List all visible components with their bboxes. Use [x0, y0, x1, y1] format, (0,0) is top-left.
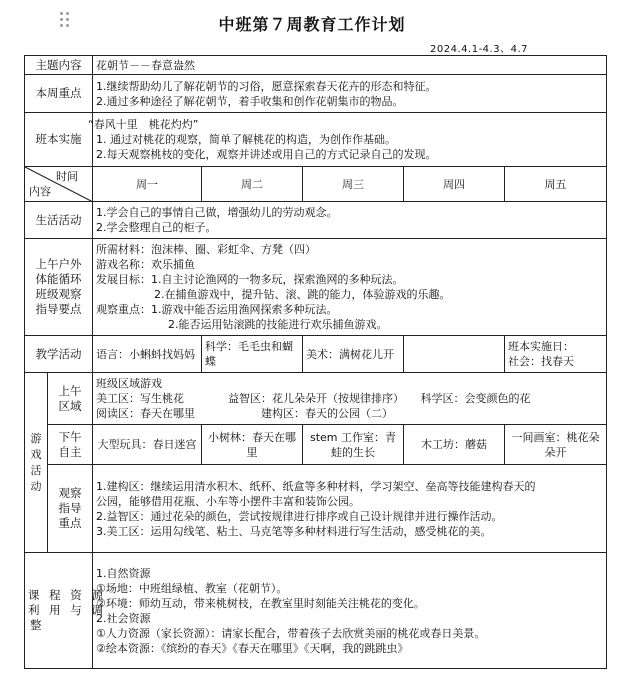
resources-content — [93, 553, 607, 669]
afternoon-thu: 木工坊：蘑菇 — [404, 425, 505, 465]
observation-label-line: 指导 — [58, 501, 82, 515]
afternoon-mon: 大型玩具：春日迷宫 — [93, 425, 202, 465]
observation-label — [48, 465, 93, 553]
theme-row — [25, 56, 607, 75]
outdoor-line: 发展目标：1.自主讨论渔网的一物多玩，探索渔网的多种玩法。 — [96, 273, 404, 286]
morning-area-label-line: 区域 — [58, 398, 82, 413]
outdoor-label-line: 体能循环 — [35, 272, 82, 286]
morning-area-label-line: 上午 — [58, 383, 82, 398]
teaching-fri-line: 社会：找春天 — [508, 355, 574, 368]
observation-line: 1.建构区：继续运用清水积木、纸杯、纸盒等多种材料，学习架空、垒高等技能建构春天的 — [96, 479, 536, 493]
life-activity-line: 2.学会整理自己的柜子。 — [96, 221, 217, 234]
life-activity-line: 1.学会自己的事情自己做，增强幼儿的劳动观念。 — [96, 206, 338, 219]
life-activity-content — [93, 202, 607, 239]
teaching-fri-line: 班本实施日： — [508, 340, 574, 353]
weekly-focus-row — [25, 75, 607, 113]
resources-label-line: 整 — [30, 618, 45, 632]
weekly-focus-line: 1.继续帮助幼儿了解花朝节的习俗，愿意探索春天花卉的形态和特征。 — [96, 79, 437, 93]
plan-table — [24, 55, 607, 669]
games-label — [25, 373, 48, 553]
outdoor-label-line: 指导要点 — [35, 302, 82, 316]
teaching-tue: 科学：毛毛虫和蝴蝶 — [202, 336, 303, 373]
games-label-text: 游戏活动 — [30, 431, 42, 493]
afternoon-row — [25, 425, 607, 465]
observation-label-line: 观察 — [58, 486, 82, 500]
outdoor-line: 2.能否运用钻滚跳的技能进行欢乐捕鱼游戏。 — [168, 318, 388, 331]
observation-line: 公园，能够借用花瓶、小车等小摆件丰富和装饰公园。 — [96, 494, 360, 508]
weekly-focus-line: 2.通过多种途径了解花朝节，着手收集和创作花朝集市的物品。 — [96, 94, 404, 108]
class-practice-line: 1. 通过对桃花的观察，简单了解桃花的构造，为创作作基础。 — [96, 133, 396, 146]
day-header-wed: 周三 — [303, 167, 404, 202]
class-practice-row — [25, 113, 607, 167]
morning-area-row — [25, 373, 607, 425]
afternoon-label — [48, 425, 93, 465]
afternoon-wed: stem 工作室：青蛙的生长 — [303, 425, 404, 465]
morning-area-label — [48, 373, 93, 425]
resources-line: 1.自然资源 — [96, 566, 151, 580]
outdoor-line: 所需材料：泡沫棒、圈、彩虹伞、方凳（四） — [96, 243, 316, 256]
resources-label — [25, 553, 106, 669]
content-header-label: 内容 — [29, 185, 51, 198]
class-practice-line: “春风十里 桃花灼灼” — [88, 118, 199, 131]
page-title: 中班第７周教育工作计划 — [218, 15, 406, 34]
outdoor-label — [25, 239, 93, 336]
teaching-thu — [404, 336, 505, 373]
morning-area-line: 阅读区：春天在哪里 建构区：春天的公园（二） — [96, 407, 393, 420]
observation-content — [93, 465, 607, 553]
resources-line: 2.社会资源 — [96, 611, 151, 625]
theme-label: 主题内容 — [25, 56, 93, 75]
class-practice-content — [88, 113, 607, 167]
observation-label-line: 重点 — [58, 516, 82, 530]
resources-label-line: 课 程 资 源 — [28, 588, 106, 602]
life-activity-row — [25, 202, 607, 239]
observation-line: 2.益智区：通过花朵的颜色，尝试按规律进行排序或自己设计规律并进行操作活动。 — [96, 509, 503, 523]
day-header-fri: 周五 — [505, 167, 607, 202]
class-practice-line: 2.每天观察桃枝的变化，观察并讲述或用自己的方式记录自己的发现。 — [96, 148, 437, 161]
outdoor-line: 观察重点：1.游戏中能否运用渔网探索多种玩法。 — [96, 303, 338, 316]
afternoon-label-line: 自主 — [58, 444, 82, 459]
outdoor-label-line: 上午户外 — [35, 257, 82, 271]
teaching-label: 教学活动 — [25, 336, 93, 373]
day-header-mon: 周一 — [93, 167, 202, 202]
resources-line: ①场地：中班组绿植、教室（花朝节）。 — [96, 581, 288, 595]
observation-line: 3.美工区：运用勾线笔、粘土、马克笔等多种材料进行写生活动，感受桃花的美。 — [96, 524, 492, 538]
teaching-fri — [505, 336, 607, 373]
morning-area-line: 班级区域游戏 — [96, 377, 162, 390]
morning-area-line: 美工区：写生桃花 益智区：花儿朵朵开（按规律排序） 科学区：会变颜色的花 — [96, 392, 531, 405]
weekly-focus-content — [93, 75, 607, 113]
theme-value: 花朝节－－春意盎然 — [93, 56, 607, 75]
observation-row — [25, 465, 607, 553]
date-range: 2024.4.1-4.3、4.7 — [430, 44, 528, 55]
life-activity-label: 生活活动 — [25, 202, 93, 239]
outdoor-row — [25, 239, 607, 336]
afternoon-fri: 一间画室：桃花朵朵开 — [505, 425, 607, 465]
outdoor-line: 2.在捕鱼游戏中，提升钻、滚、跳的能力，体验游戏的乐趣。 — [154, 288, 451, 301]
weekday-header-row — [25, 167, 607, 202]
teaching-wed: 美术：满树花儿开 — [303, 336, 404, 373]
resources-label-line: 利 用 与 调 — [28, 603, 106, 617]
afternoon-label-line: 下午 — [58, 429, 82, 444]
day-header-thu: 周四 — [404, 167, 505, 202]
outdoor-label-line: 班级观察 — [35, 287, 82, 301]
resources-line: ②绘本资源：《缤纷的春天》《春天在哪里》《天啊，我的跳跳虫》 — [96, 641, 409, 655]
weekly-focus-label: 本周重点 — [25, 75, 93, 113]
afternoon-tue: 小树林：春天在哪里 — [202, 425, 303, 465]
outdoor-content — [93, 239, 607, 336]
teaching-mon: 语言：小蝌蚪找妈妈 — [93, 336, 202, 373]
outdoor-line: 游戏名称：欢乐捕鱼 — [96, 258, 195, 271]
teaching-row — [25, 336, 607, 373]
resources-line: ②环境：师幼互动，带来桃树枝，在教室里时刻能关注桃花的变化。 — [96, 596, 425, 610]
day-header-tue: 周二 — [202, 167, 303, 202]
resources-row — [25, 553, 607, 669]
morning-area-content — [93, 373, 607, 425]
time-content-header — [25, 167, 93, 202]
resources-line: ①人力资源（家长资源）：请家长配合，带着孩子去欣赏美丽的桃花或春日美景。 — [96, 626, 486, 640]
class-practice-label: 班本实施 — [25, 113, 93, 167]
time-header-label: 时间 — [56, 170, 78, 183]
